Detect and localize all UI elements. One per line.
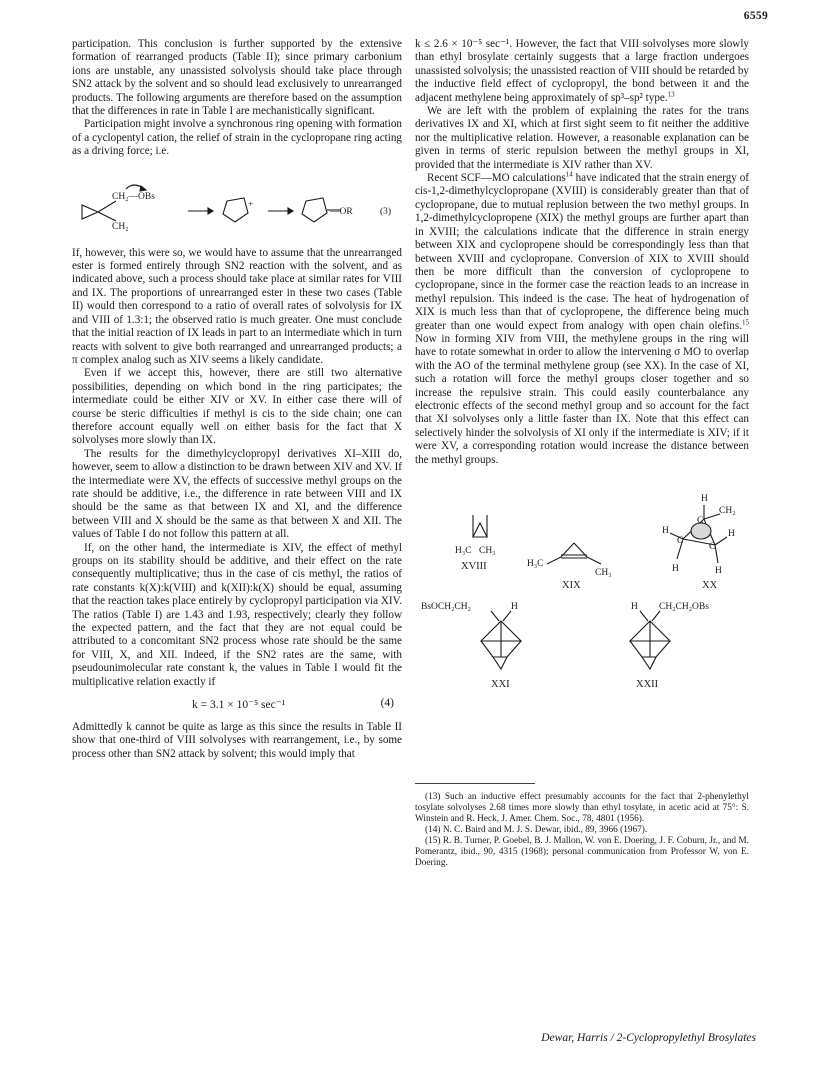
footnote-14: (14) N. C. Baird and M. J. S. Dewar, ibid., 89, 3966 (1967). bbox=[425, 825, 648, 835]
left-paragraph-7: Admittedly k cannot be quite as large as this since the results in Table II show that one-third of VIII solvolyses with rearrangement, i.e., by some process other than SN2 attack by solvent; this would imply that bbox=[72, 721, 402, 760]
equation-number: (4) bbox=[380, 697, 394, 710]
right-paragraph-3-lead: Recent SCF—MO calculations bbox=[427, 172, 566, 185]
xx-label: XX bbox=[702, 580, 718, 591]
reaction-scheme-3 bbox=[72, 165, 402, 241]
xix-h3c: H₃C bbox=[527, 559, 544, 569]
reaction-scheme-drawing bbox=[72, 165, 402, 241]
xx-h-top: H bbox=[701, 494, 708, 504]
left-paragraph-3: If, however, this were so, we would have to assume that the unrearranged ester is formed entirely through SN2 reaction with the solvent, and as indicated above, such a process should take place at similar rates for VIII and IX. The proportions of unrearranged ester in these two cases (Table II) would then correspond to a ratio of overall rates of solvolysis for IX and VIII of 1.3:1; the observed ratio is much greater. One must conclude that the initial reaction of IX leads in part to an intermediate which in turn reacts with solvent to give both rearranged and unrearranged products; a π complex analog such as XIV seems a likely candidate. bbox=[72, 246, 402, 366]
xx-c-top: C bbox=[697, 516, 704, 526]
right-paragraph-3-b: Now in forming XIV from VIII, the methylene groups in the ring will have to rotate somewhat in order to allow the intervening σ MO to overlap with the AO of the terminal methylene group (see XX). In the case of XI, such a rotation will force the methyl groups closer together and so increase the repulsive strain. This could easily counterbalance any electronic effects of the second methyl group and so account for the fact that XI solvolyses only a little faster than IX. Note that this effect can selectively hinder the solvolysis of XI only if the intermediate is XIV; if it were XV, a corresponding rotation would increase the distance between the methyl groups. bbox=[415, 332, 749, 466]
xx-c-mid: C bbox=[709, 542, 716, 552]
reference-13: 13 bbox=[667, 89, 675, 98]
left-paragraph-5: The results for the dimethylcyclopropyl derivatives XI–XIII do, however, seem to allow a distinction to be drawn between XIV and XV. If the intermediate were XV, the effects of successive methyl groups on the rate should be additive, i.e., the difference in rate between VIII and IX should be the same as that between IX and XI, and the difference between VIII and X should be the same as that between X and XII. The values of Table I do not follow this pattern at all. bbox=[72, 447, 402, 541]
xxii-h: H bbox=[631, 602, 638, 612]
equation-body: k = 3.1 × 10⁻⁵ sec⁻¹ bbox=[192, 699, 286, 712]
reference-15: 15 bbox=[742, 317, 749, 326]
right-paragraph-1 bbox=[415, 38, 749, 105]
xxi-substituent: BsOCH₂CH₂ bbox=[421, 602, 471, 612]
xviii-ch3: CH₃ bbox=[479, 546, 496, 556]
right-paragraph-3-a: have indicated that the strain energy of cis-1,2-dimethylcyclopropane (XVIII) is considerably greater than that of cyclopropane, due to mutual replusion between the two methyl groups. In 1,2-dimethylcyclopropene (XIX) the methyl groups are further apart than in XVIII; the calculations indicate that the difference in strain energy between XIX and cyclopropene should be correspondingly less than that between XVIII and cyclopropane. Conversion of XIX to XVIII should then be more difficult than the conversion of cyclopropene to cyclopropane, since in the former case the reaction leads to an increase in methyl repulsion. This indeed is the case. The heat of hydrogenation of XIX is much less than that of cyclopropene, the difference being much greater than one would expect from analogy with open chain olefins. bbox=[415, 172, 749, 332]
left-paragraph-6: If, on the other hand, the intermediate is XIV, the effect of methyl groups on its stability should be additive, and their effect on the rate consequently multiplicative; thus in the case of cis methyl, the ratios of rate constants k(X):k(VIII) and k(XII):k(X) should be equal, assuming that the reaction takes place entirely by cyclopropyl participation via XIV. The ratios (Table I) are 1.43 and 1.93, respectively; clearly they follow the expected pattern, and the fact that they are not equal could be attributed to a concomitant SN2 process whose rate should be the same for VIII, X, and XII. Indeed, if the SN2 rates are the same, with pseudounimolecular rate constant k, the values in Table I would fit the multiplicative relation exactly if bbox=[72, 541, 402, 688]
scheme-ch2-obs: CH₂—OBs bbox=[112, 191, 155, 202]
xx-h-right: H bbox=[728, 529, 735, 539]
left-paragraph-1: participation. This conclusion is further supported by the extensive formation of rearranged products (Table II); since primary carbonium ions are unstable, any unassisted solvolysis should take place through SN2 attack by the solvent and so should lead exclusively to unrearranged products. The following arguments are therefore based on the assumption that the differences in rate in Table I are mechanistically significant. bbox=[72, 38, 402, 118]
right-paragraph-1-text: k ≤ 2.6 × 10⁻⁵ sec⁻¹. However, the fact that VIII solvolyses more slowly than ethyl brosylate certainly suggests that a large fraction undergoes unassisted solvolysis; the unassisted reaction of VIII should be retarded by the inductive field effect of cyclopropyl, the bond between it and the adjacent methylene being approximately of sp³–sp² type. bbox=[415, 38, 749, 104]
page-number: 6559 bbox=[743, 10, 768, 22]
xx-h-bottom-left: H bbox=[672, 564, 679, 574]
xviii-h3c: H₃C bbox=[455, 546, 472, 556]
reference-14: 14 bbox=[565, 170, 573, 179]
xxi-h: H bbox=[511, 602, 518, 612]
scheme-ch2: CH₂ bbox=[112, 221, 129, 232]
xxii-substituent: CH₂CH₂OBs bbox=[659, 602, 709, 612]
left-paragraph-2: Participation might involve a synchronous ring opening with formation of a cyclopentyl cation, the relief of strain in the cyclopropane ring acting as a driving force; i.e. bbox=[72, 118, 402, 158]
running-footer: Dewar, Harris / 2-Cyclopropylethyl Brosylates bbox=[541, 1032, 756, 1044]
xx-ch2: CH₂ bbox=[719, 506, 736, 516]
left-column bbox=[72, 38, 402, 761]
left-paragraph-4: Even if we accept this, however, there are still two alternative possibilities, depending on which bond in the ring participates; the intermediate could be either XIV or XV. In either case there will of course be steric difficulties if methyl is cis to the side chain; one can therefore account equally well on either basis for the fact that X solvolyses more slowly than IX. bbox=[72, 367, 402, 447]
xxi-label: XXI bbox=[491, 679, 510, 690]
footnote-rule bbox=[415, 783, 535, 784]
footnote-13: (13) Such an inductive effect presumably accounts for the fact that 2-phenylethyl tosylate solvolyses 2.68 times more slowly than ethyl tosylate, in acetic acid at 75°: S. Winstein and R. Heck, J. Amer. Chem. Soc., 78, 4801 (1956). bbox=[415, 792, 749, 824]
xxii-label: XXII bbox=[636, 679, 659, 690]
scheme-cation-charge: + bbox=[248, 199, 254, 210]
structures-figure bbox=[415, 481, 749, 781]
xx-h-bottom-right: H bbox=[715, 566, 722, 576]
xx-c-left: C bbox=[677, 536, 684, 546]
footnote-15: (15) R. B. Turner, P. Goebel, B. J. Mallon, W. von E. Doering, J. F. Coburn, Jr., and M. Pomerantz, ibid., 90, 4315 (1968); personal communication from Professor W. von E. Doering. bbox=[415, 836, 749, 868]
right-column bbox=[415, 38, 749, 869]
right-paragraph-3 bbox=[415, 172, 749, 467]
structures-drawing bbox=[415, 481, 749, 781]
scheme-product-or: —OR bbox=[330, 206, 353, 217]
xix-ch3: CH₃ bbox=[595, 568, 612, 578]
xix-label: XIX bbox=[562, 580, 581, 591]
equation-4 bbox=[72, 695, 402, 715]
scheme-number: (3) bbox=[380, 206, 392, 217]
xx-h-left: H bbox=[662, 526, 669, 536]
right-paragraph-2: We are left with the problem of explaining the rates for the trans derivatives IX and XI, which at first sight seem to fit neither the additive nor the multiplicative relation. However, a reasonable explanation can be given in terms of steric repulsion between the methyl groups in XI, provided that the intermediate is XIV rather than XV. bbox=[415, 105, 749, 171]
xviii-label: XVIII bbox=[461, 561, 487, 572]
